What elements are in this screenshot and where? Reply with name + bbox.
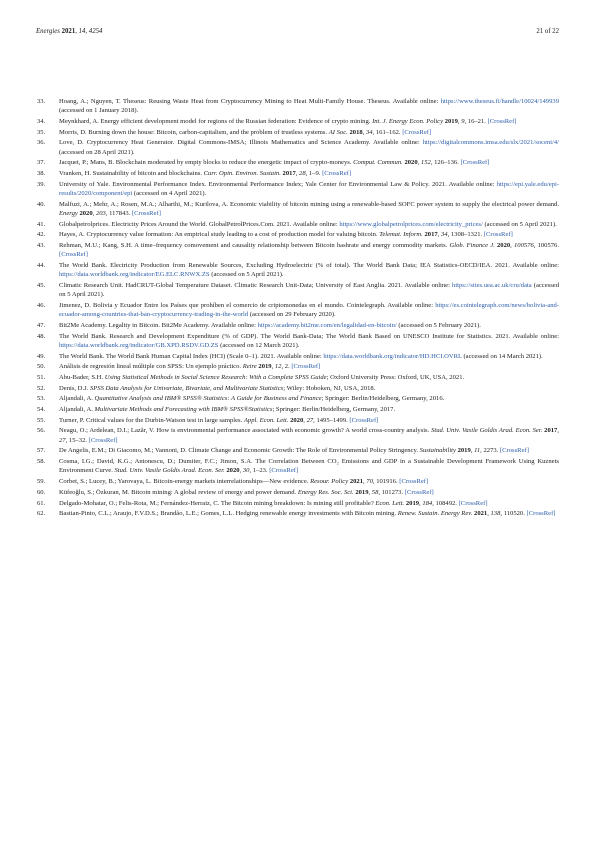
reference-source: 27 <box>59 436 66 444</box>
reference-url-link[interactable]: https://academy.bit2me.com/en/legalidad-en-bitcoin/ <box>257 322 397 329</box>
reference-text: De Angelis, E.M.; Di Giacomo, M.; Vannoni, D. Climate Change and Economic Growth: The Role of Environmental Policy Stringency. <box>59 447 420 455</box>
reference-item <box>37 499 559 508</box>
reference-source: 34 <box>365 128 373 136</box>
reference-year: 2020 <box>290 416 304 424</box>
reference-text: The World Bank. Electricity Production from Renewable Sources, Excluding Hydroelectric (% of total). The World Bank Data; IEA Statistics-OECD/IEA. 2021. Available online: <box>59 262 559 270</box>
journal-name: Energies <box>36 28 60 35</box>
reference-text: Malfuzi, A.; Mehr, A.; Rosen, M.A.; Alharthi, M.; Kurilova, A. Economic viability of bitcoin mining using a renewable-based SOFC power system to supply the electrical power demand. <box>59 200 559 208</box>
crossref-link[interactable]: [CrossRef] <box>131 210 161 217</box>
reference-source: Reire <box>242 363 257 371</box>
journal-year: 2021 <box>61 28 76 35</box>
reference-item <box>37 169 559 178</box>
reference-text: Küfeoğlu, S.; Özkuran, M. Bitcoin mining: A global review of energy and power demand. <box>59 488 298 496</box>
crossref-link[interactable]: [CrossRef] <box>402 128 432 136</box>
reference-source: Using Statistical Methods in Social Science Research: With a Complete SPSS Guide <box>104 374 327 382</box>
reference-text: Turner, P. Critical values for the Durbin-Watson test in large samples. <box>59 416 244 424</box>
reference-text: , <box>239 467 243 475</box>
crossref-link[interactable]: [CrossRef] <box>458 499 488 507</box>
reference-text: ; Wiley: Hoboken, NJ, USA, 2018. <box>283 384 376 392</box>
crossref-link[interactable]: [CrossRef] <box>460 159 490 167</box>
reference-source: 30 <box>242 467 250 475</box>
page-number: 21 of 22 <box>536 28 559 35</box>
reference-year: 2020 <box>404 159 418 167</box>
reference-source: AI Soc. <box>328 128 348 136</box>
reference-text: (accessed on 5 April 2021). <box>482 220 557 228</box>
crossref-link[interactable]: [CrossRef] <box>59 251 88 259</box>
reference-number: 59. <box>37 478 46 486</box>
reference-url-link[interactable]: https://data.worldbank.org/indicator/HD.HCI.OVRL <box>323 352 462 360</box>
reference-text: University of Yale. Environmental Performance Index. Environmental Performance Index; Yale Center for Environmental Law & Policy. 2021. Available online: <box>59 180 497 188</box>
reference-url-link[interactable]: https://data.worldbank.org/indicator/GB.XPD.RSDV.GD.ZS <box>59 341 219 349</box>
reference-number: 60. <box>37 488 46 496</box>
reference-source: SPSS Data Analysis for Univariate, Bivariate, and Multivariate Statistics <box>89 384 284 392</box>
reference-number: 33. <box>37 98 46 105</box>
reference-text: (accessed on 28 April 2021). <box>59 148 135 156</box>
reference-source: 100576 <box>513 242 534 250</box>
reference-number: 47. <box>37 322 46 329</box>
reference-text: Climatic Research Unit. HadCRUT-Global Temperature Dataset. Climatic Research Unit-Data; University of East Anglia. 2021. Available online: <box>59 282 453 290</box>
crossref-link[interactable]: [CrossRef] <box>483 231 513 239</box>
reference-number: 50. <box>37 363 46 371</box>
reference-item <box>37 477 559 486</box>
reference-source: 34 <box>440 231 448 239</box>
reference-item <box>37 200 559 219</box>
reference-item <box>37 405 559 414</box>
reference-source: Multivariate Methods and Forecasting with IBM® SPSS®Statistics <box>94 406 273 414</box>
reference-year: 2019 <box>457 447 471 455</box>
reference-item <box>37 373 559 382</box>
reference-text: Morris, D. Burning down the house: Bitcoin, carbon-capitalism, and the problem of trustless systems. <box>59 128 329 136</box>
reference-source: 27 <box>306 416 314 424</box>
reference-number: 56. <box>37 427 46 435</box>
reference-number: 48. <box>37 332 46 340</box>
reference-source: Telemat. Inform. <box>379 231 423 239</box>
crossref-link[interactable]: [CrossRef] <box>88 436 118 444</box>
journal-citation <box>36 28 102 35</box>
reference-year: 2017 <box>424 231 438 239</box>
reference-item <box>37 384 559 393</box>
reference-source: 11 <box>474 447 481 455</box>
reference-text: ; Springer: Berlin/Heidelberg, Germany, 2016. <box>321 395 445 403</box>
reference-item <box>37 446 559 455</box>
reference-text: Rehman, M.U.; Kang, S.H. A time–frequency comovement and causality relationship between Bitcoin hashrate and energy commodity markets. <box>59 242 450 250</box>
reference-text: The World Bank. Research and Development Expenditure (% of GDP). The World Bank-Data; The World Bank Based on UNESCO Institute for Statistics. 2021. Available online: <box>59 332 559 340</box>
crossref-link[interactable]: [CrossRef] <box>291 363 321 371</box>
crossref-link[interactable]: [CrossRef] <box>349 416 379 424</box>
reference-text: Bastian-Pinto, C.L.; Araujo, F.V.D.S.; Brandão, L.E.; Gomes, L.L. Hedging renewable energy investments with Bitcoin mining. <box>59 510 398 518</box>
crossref-link[interactable]: [CrossRef] <box>322 170 352 178</box>
reference-text: Aljandali, A. <box>59 395 95 403</box>
reference-number: 49. <box>37 352 46 360</box>
reference-number: 46. <box>37 302 46 310</box>
reference-text: Abu-Bader, S.H. <box>59 374 105 382</box>
reference-source: 152 <box>420 159 431 167</box>
reference-url-link[interactable]: https://sites.uea.ac.uk/cru/data <box>452 282 532 290</box>
reference-text: , <box>303 416 307 424</box>
reference-text: , 108492. <box>432 499 459 507</box>
reference-item <box>37 426 559 445</box>
reference-source: Curr. Opin. Environ. Sustain. <box>203 170 281 178</box>
reference-source: 203 <box>95 210 106 217</box>
reference-text: , 1–23. <box>249 467 270 475</box>
reference-source: Glob. Finance J. <box>449 242 495 250</box>
reference-source: Energy Res. Soc. Sci. <box>297 488 354 496</box>
reference-item <box>37 509 559 518</box>
reference-item <box>37 128 559 137</box>
reference-number: 52. <box>37 384 46 392</box>
reference-text: , 161–162. <box>372 128 403 136</box>
reference-number: 41. <box>37 220 46 228</box>
reference-number: 55. <box>37 416 46 424</box>
reference-text: , <box>92 210 96 217</box>
reference-source: 9 <box>461 117 465 125</box>
reference-text: , 1–9. <box>305 170 323 178</box>
reference-number: 36. <box>37 139 46 147</box>
reference-url-link[interactable]: https://digitalcommons.imsa.edu/slx/2021/socent/4/ <box>422 139 559 147</box>
reference-number: 43. <box>37 242 46 250</box>
reference-year: 2019 <box>405 499 420 507</box>
reference-text: (accessed on 5 April 2021). <box>59 282 560 299</box>
reference-item <box>37 117 559 126</box>
reference-item <box>37 230 559 239</box>
reference-text: , <box>510 242 514 250</box>
reference-item <box>37 261 559 280</box>
reference-source: 28 <box>299 170 306 178</box>
reference-text: , 1495–1499. <box>313 416 350 424</box>
reference-item <box>37 321 559 330</box>
reference-year: 2020 <box>496 242 511 250</box>
reference-text: (accessed on 1 January 2018). <box>59 107 139 115</box>
reference-list <box>37 97 559 520</box>
reference-year: 2020 <box>79 210 93 217</box>
reference-number: 42. <box>37 231 46 239</box>
reference-text: Denis, D.J. <box>59 384 90 392</box>
reference-number: 45. <box>37 282 46 290</box>
reference-text: , <box>470 447 475 455</box>
reference-source: Renew. Sustain. Energy Rev. <box>397 510 473 518</box>
reference-text: Corbet, S.; Lucey, B.; Yarovaya, L. Bitcoin-energy markets interrelationships—New evidence. <box>59 478 311 486</box>
reference-year: 2019 <box>258 363 272 371</box>
reference-number: 58. <box>37 458 46 466</box>
reference-item <box>37 301 559 320</box>
reference-text: Aljandali, A. <box>59 406 95 414</box>
reference-source: Comput. Commun. <box>353 159 403 167</box>
reference-source: Stud. Univ. Vasile Goldis Arad. Econ. Ser. <box>431 427 543 435</box>
reference-item <box>37 488 559 497</box>
reference-text: (accessed on 4 April 2021). <box>132 190 207 198</box>
reference-text: , 101273. <box>378 488 405 496</box>
reference-text: (accessed on 12 March 2021). <box>218 341 300 349</box>
journal-volume: , 14, 4254 <box>75 28 103 35</box>
reference-year: 2021 <box>349 478 363 486</box>
reference-source: Resour. Policy <box>310 478 349 486</box>
reference-text: , 1308–1321. <box>447 231 484 239</box>
reference-text: , <box>363 478 367 486</box>
crossref-link[interactable]: [CrossRef] <box>269 467 299 475</box>
reference-item <box>37 352 559 361</box>
reference-number: 53. <box>37 395 46 403</box>
reference-number: 39. <box>37 180 46 188</box>
reference-text: (accessed on 29 February 2020). <box>248 311 336 319</box>
reference-url-link[interactable]: https://epi.yale.edu/epi-results/2020/component/epi <box>59 180 559 198</box>
reference-item <box>37 138 559 157</box>
reference-source: Quantitative Analysis and IBM® SPSS® Statistics: A Guide for Business and Finance <box>94 395 322 403</box>
reference-text: , <box>457 117 462 125</box>
reference-text: , <box>557 427 559 435</box>
reference-item <box>37 332 559 351</box>
reference-item <box>37 220 559 229</box>
reference-source: 70 <box>366 478 373 486</box>
reference-text: Jacquet, P.; Mans, B. Blockchain moderated by empty blocks to reduce the energetic impact of crypto-moneys. <box>59 159 354 167</box>
reference-text: Delgado-Mohatar, O.; Felis-Rota, M.; Fernández-Herraiz, C. The Bitcoin mining breakdown: Is mining still profitable? <box>59 499 376 507</box>
reference-item <box>37 97 559 116</box>
crossref-link[interactable]: [CrossRef] <box>526 510 556 518</box>
reference-text: Jimenez, D. Bolivia y Ecuador Entre los Países que prohíben el comercio de criptomonedas en el mundo. Cointelegraph. Available online: <box>59 302 436 310</box>
reference-item <box>37 416 559 425</box>
reference-number: 40. <box>37 200 46 208</box>
reference-text: (accessed on 14 March 2021). <box>461 352 543 360</box>
reference-text: Meynkhard, A. Energy efficient development model for regions of the Russian federation: Evidence of crypto mining. <box>59 117 373 125</box>
reference-item <box>37 281 559 300</box>
reference-url-link[interactable]: https://es.cointelegraph.com/news/bolivia-and-ecuador-among-countries-that-ban-cryptocurrency-trading-in-the-world <box>59 302 559 319</box>
reference-text: , <box>419 499 423 507</box>
reference-item <box>37 362 559 371</box>
reference-source: Sustainability <box>419 447 456 455</box>
reference-source: Stud. Univ. Vasile Goldis Arad. Econ. Ser. <box>114 467 225 475</box>
reference-text: , <box>271 363 275 371</box>
reference-text: Hayes, A. Cryptocurrency value formation: An empirical study leading to a cost of production model for valuing bitcoin. <box>59 231 380 239</box>
reference-text: Love, D. Cryptocurrency Heat Generator. Digital Commons-IMSA; Illinois Mathematics and Science Academy. Available online: <box>59 139 423 147</box>
reference-text: ; Springer: Berlin/Heidelberg, Germany, 2017. <box>272 406 396 414</box>
reference-text: Globalpetrolprices. Electricity Prices Around the World. GlobalPetrolPrices.Com. 2021. Available online: <box>59 220 340 228</box>
reference-text: , 2273. <box>480 447 500 455</box>
reference-number: 38. <box>37 170 46 178</box>
reference-text: , 2. <box>281 363 292 371</box>
reference-text: Cosma, I.G.; David, K.G.; Antonescu, D.; Dumiter, F.C.; Jimon, S.A. The Correlation Between CO₂ Emissions and GDP in a Sustainable Development Framework Using Kuznets Environment Curve. <box>59 458 559 475</box>
reference-number: 62. <box>37 510 46 518</box>
crossref-link[interactable]: [CrossRef] <box>404 488 434 496</box>
reference-number: 54. <box>37 406 46 414</box>
page-header <box>36 28 559 40</box>
reference-text: (accessed on 5 February 2021). <box>396 322 481 329</box>
reference-source: Energy <box>59 210 78 217</box>
reference-number: 35. <box>37 128 46 136</box>
reference-url-link[interactable]: https://data.worldbank.org/indicator/EG.ELC.RNWX.ZS <box>59 271 210 279</box>
reference-text: Neagu, O.; Ardelean, D.I.; Lazăr, V. How is environmental performance associated with economic growth? A world cross-country analysis. <box>59 427 432 435</box>
reference-text: , 126–136. <box>430 159 461 167</box>
reference-source: 184 <box>422 499 433 507</box>
reference-year: 2019 <box>444 117 458 125</box>
reference-source: 12 <box>274 363 282 371</box>
reference-item <box>37 457 559 476</box>
reference-text: The World Bank. The World Bank Human Capital Index (HCI) (Scale 0–1). 2021. Available online: <box>59 352 324 360</box>
reference-number: 34. <box>37 117 46 125</box>
reference-item <box>37 180 559 199</box>
reference-text: Bit2Me Academy. Legality in Bitcoin. Bit2Me Academy. Available online: <box>59 322 258 329</box>
reference-source: Econ. Lett. <box>375 499 405 507</box>
reference-year: 2017 <box>282 170 296 178</box>
reference-number: 37. <box>37 159 46 167</box>
reference-number: 44. <box>37 262 46 270</box>
reference-url-link[interactable]: https://www.globalpetrolprices.com/electricity_prices/ <box>339 220 483 228</box>
reference-text: , 110520. <box>500 510 527 518</box>
reference-text: , <box>362 128 366 136</box>
reference-text: , 101916. <box>372 478 400 486</box>
reference-text: , <box>487 510 491 518</box>
reference-text: Vranken, H. Sustainability of bitcoin and blockchains. <box>59 170 204 178</box>
reference-item <box>37 394 559 403</box>
reference-source: Appl. Econ. Lett. <box>243 416 289 424</box>
reference-item <box>37 158 559 167</box>
reference-source: 138 <box>490 510 501 518</box>
reference-text: (accessed on 5 April 2021). <box>209 271 284 279</box>
reference-source: Int. J. Energy Econ. Policy <box>372 117 444 125</box>
crossref-link[interactable]: [CrossRef] <box>499 447 529 455</box>
reference-year: 2020 <box>226 467 240 475</box>
reference-source: 58 <box>371 488 379 496</box>
reference-url-link[interactable]: https://www.theseus.fi/handle/10024/149939 <box>440 98 559 105</box>
reference-year: 2021 <box>474 510 488 518</box>
reference-number: 57. <box>37 447 46 455</box>
reference-number: 61. <box>37 499 46 507</box>
reference-year: 2018 <box>349 128 363 136</box>
reference-text: ; Oxford University Press: Oxford, UK, USA, 2021. <box>326 374 465 382</box>
reference-text: , <box>368 488 372 496</box>
reference-item <box>37 241 559 260</box>
crossref-link[interactable]: [CrossRef] <box>399 478 429 486</box>
reference-text: , <box>295 170 300 178</box>
reference-text: , 100576. <box>533 242 559 250</box>
reference-text: , <box>417 159 421 167</box>
reference-text: Análisis de regresión lineal múltiple con SPSS: Un ejemplo práctico. <box>59 363 243 371</box>
reference-text: , 16–21. <box>464 117 488 125</box>
reference-text: , 15–32. <box>65 436 89 444</box>
reference-text: , 117843. <box>105 210 132 217</box>
reference-year: 2017 <box>544 427 558 435</box>
reference-year: 2019 <box>355 488 369 496</box>
reference-number: 51. <box>37 374 46 382</box>
crossref-link[interactable]: [CrossRef] <box>487 117 517 125</box>
reference-text: Hoang, A.; Nguyen, T. Theseus: Reusing Waste Heat from Cryptocurrency Mining to Heat Multi-Family House. Theseus. Available online: <box>59 98 441 105</box>
reference-text: , <box>437 231 441 239</box>
